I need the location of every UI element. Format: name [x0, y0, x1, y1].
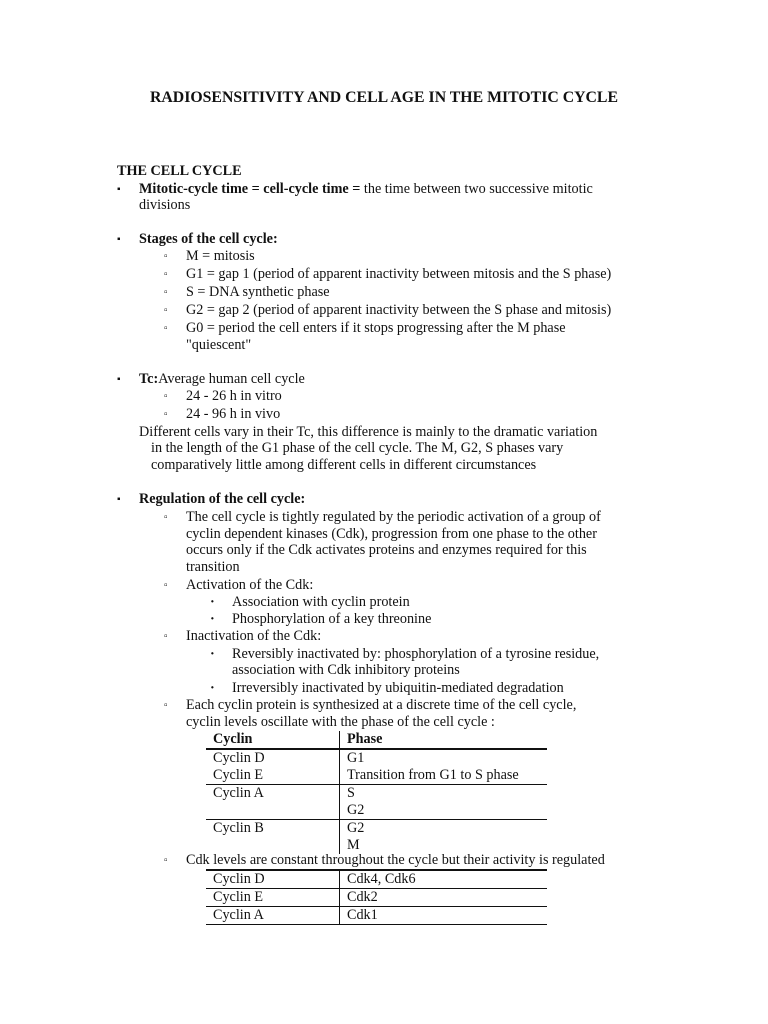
- regulation-intro: cyclin dependent kinases (Cdk), progression from one phase to the other: [186, 526, 597, 542]
- square-bullet-icon: ▪: [117, 374, 121, 385]
- circle-bullet-icon: ▫: [164, 409, 168, 420]
- table-row: [206, 785, 547, 820]
- section-heading: THE CELL CYCLE: [117, 163, 242, 179]
- list-item: G1 = gap 1 (period of apparent inactivity between mitosis and the S phase): [186, 266, 612, 282]
- regulation-intro: transition: [186, 559, 240, 575]
- table-row: [206, 870, 547, 889]
- table-row: [206, 820, 547, 855]
- circle-bullet-icon: ▫: [164, 391, 168, 402]
- table-cell: Cdk4, Cdk6: [340, 870, 548, 889]
- square-bullet-icon: ▪: [117, 234, 121, 245]
- table-cell: G2 M: [347, 820, 365, 853]
- tc-paragraph: in the length of the G1 phase of the cell cycle. The M, G2, S phases vary: [151, 440, 564, 456]
- cyclin-text: cyclin levels oscillate with the phase of the cell cycle :: [186, 714, 495, 730]
- table-cell: Cdk2: [340, 889, 548, 907]
- circle-bullet-icon: ▫: [164, 700, 168, 711]
- dot-bullet-icon: ·: [210, 594, 215, 610]
- inactivation-label: Inactivation of the Cdk:: [186, 628, 322, 644]
- table-cell: Cyclin A: [206, 907, 340, 925]
- table-cell: Cyclin E: [206, 889, 340, 907]
- tc-paragraph: Different cells vary in their Tc, this difference is mainly to the dramatic variation: [139, 424, 598, 440]
- circle-bullet-icon: ▫: [164, 287, 168, 298]
- table-cell: Cdk1: [340, 907, 548, 925]
- list-item: Association with cyclin protein: [232, 594, 410, 610]
- table-cell: Cyclin A: [206, 785, 340, 820]
- circle-bullet-icon: ▫: [164, 580, 168, 591]
- square-bullet-icon: ▪: [117, 494, 121, 505]
- circle-bullet-icon: ▫: [164, 323, 168, 334]
- table-row: [206, 907, 547, 925]
- circle-bullet-icon: ▫: [164, 305, 168, 316]
- table-cell: G1 Transition from G1 to S phase: [340, 749, 548, 785]
- dot-bullet-icon: ·: [210, 646, 215, 662]
- list-item: 24 - 96 h in vivo: [186, 406, 281, 422]
- list-item: Reversibly inactivated by: phosphorylation of a tyrosine residue,: [232, 646, 600, 662]
- table-cell: Cyclin D: [206, 870, 340, 889]
- list-item: Irreversibly inactivated by ubiquitin-mediated degradation: [232, 680, 564, 696]
- circle-bullet-icon: ▫: [164, 512, 168, 523]
- stages-heading: Stages of the cell cycle:: [139, 231, 278, 247]
- list-item: Phosphorylation of a key threonine: [232, 611, 432, 627]
- cdk-text: Cdk levels are constant throughout the cycle but their activity is regulated: [186, 852, 605, 868]
- table-cell: Cyclin B: [206, 820, 340, 855]
- table-row: [206, 749, 547, 785]
- table-header-cell: Cyclin: [206, 731, 340, 749]
- table-header-cell: Phase: [340, 731, 548, 749]
- list-item: G0 = period the cell enters if it stops progressing after the M phase: [186, 320, 566, 336]
- circle-bullet-icon: ▫: [164, 631, 168, 642]
- cyclin-phase-table: [206, 731, 547, 854]
- table-cell: S G2: [340, 785, 548, 820]
- mitotic-definition: Mitotic-cycle time = cell-cycle time = the time between two successive mitotic: [139, 181, 593, 197]
- list-item: S = DNA synthetic phase: [186, 284, 330, 300]
- dot-bullet-icon: ·: [210, 611, 215, 627]
- table-cell: Cyclin D Cyclin E: [206, 749, 340, 785]
- table-row: [206, 889, 547, 907]
- tc-heading: Tc:Average human cell cycle: [139, 371, 305, 387]
- circle-bullet-icon: ▫: [164, 855, 168, 866]
- dot-bullet-icon: ·: [210, 680, 215, 696]
- circle-bullet-icon: ▫: [164, 269, 168, 280]
- tc-paragraph: comparatively little among different cells in different circumstances: [151, 457, 537, 473]
- regulation-intro: The cell cycle is tightly regulated by the periodic activation of a group of: [186, 509, 601, 525]
- list-item-cont: association with Cdk inhibitory proteins: [232, 662, 460, 678]
- activation-label: Activation of the Cdk:: [186, 577, 314, 593]
- mitotic-definition-cont: divisions: [139, 197, 191, 213]
- regulation-heading: Regulation of the cell cycle:: [139, 491, 306, 507]
- table-header-row: [206, 731, 547, 749]
- circle-bullet-icon: ▫: [164, 251, 168, 262]
- cyclin-text: Each cyclin protein is synthesized at a discrete time of the cell cycle,: [186, 697, 577, 713]
- document-title: RADIOSENSITIVITY AND CELL AGE IN THE MITOTIC CYCLE: [149, 89, 619, 106]
- list-item: 24 - 26 h in vitro: [186, 388, 282, 404]
- list-item-cont: "quiescent": [186, 337, 252, 353]
- square-bullet-icon: ▪: [117, 184, 121, 195]
- list-item: G2 = gap 2 (period of apparent inactivity between the S phase and mitosis): [186, 302, 612, 318]
- list-item: M = mitosis: [186, 248, 255, 264]
- cyclin-cdk-table: [206, 869, 547, 925]
- regulation-intro: occurs only if the Cdk activates proteins and enzymes required for this: [186, 542, 587, 558]
